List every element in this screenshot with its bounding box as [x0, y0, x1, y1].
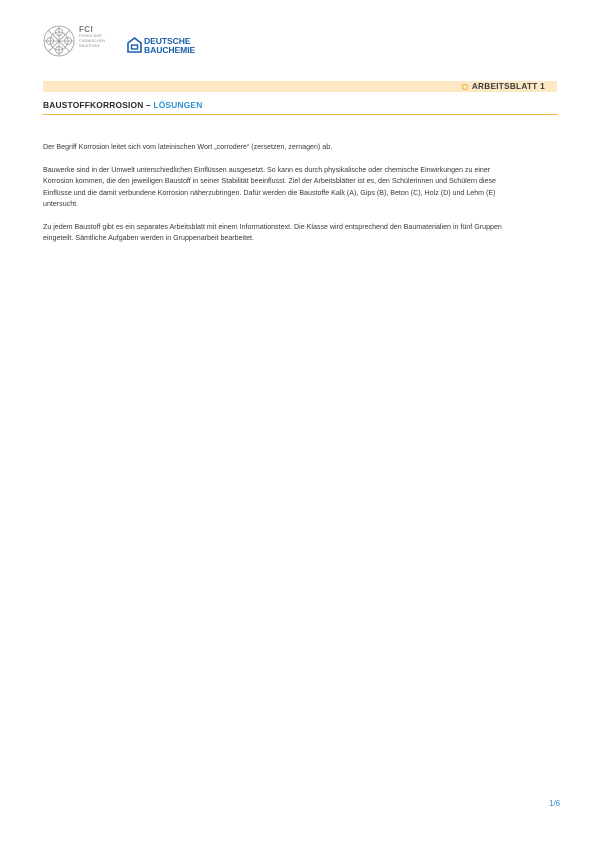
- title-divider: [43, 114, 557, 115]
- bauchemie-wordmark: [144, 37, 195, 54]
- deutsche-bauchemie-logo: [127, 37, 207, 57]
- page-title-accent: LÖSUNGEN: [153, 100, 203, 110]
- worksheet-label-text: ARBEITSBLATT 1: [471, 82, 545, 91]
- page-title-main: BAUSTOFFKORROSION –: [43, 100, 154, 110]
- bauchemie-house-icon: [127, 37, 142, 53]
- paragraph-organisation: Zu jedem Baustoff gibt es ein separates Arbeitsblatt mit einem Informationstext. Die Klasse wird entsprechend den Baumaterialien in fünf Gruppen eingeteilt. Sämtliche Aufgaben werden in Gruppenarbeit bearbeitet.: [43, 222, 502, 242]
- paragraph-intro: Der Begriff Korrosion leitet sich vom lateinischen Wort „corrodere“ (zersetzen, zernagen) ab.: [43, 143, 333, 151]
- body-text: [43, 142, 513, 256]
- ring-bullet-icon: [462, 84, 468, 90]
- fci-text: [79, 25, 105, 49]
- fci-subtitle-line: INDUSTRIE: [79, 44, 101, 48]
- fci-subtitle-line: CHEMISCHEN: [79, 39, 106, 43]
- fci-logo: [42, 24, 132, 60]
- fci-title: FCI: [79, 25, 94, 34]
- worksheet-header-bar: [43, 81, 557, 92]
- page-title: [43, 100, 557, 110]
- bauchemie-line2: BAUCHEMIE: [144, 44, 196, 55]
- page-number: 1/6: [549, 799, 561, 808]
- fci-subtitle-line: FONDS DER: [79, 34, 102, 38]
- bauchemie-line1: DEUTSCHE: [144, 36, 191, 46]
- paragraph-context: Bauwerke sind in der Umwelt unterschiedlichen Einflüssen ausgesetzt. So kann es durch physikalische oder chemische Einwirkungen zu einer Korrosion kommen, die den jeweiligen Baustoff in seiner Stabilität beeinflusst. Ziel der Arbeitsblätter ist es, den Schülerinnen und Schülern diese Einflüsse und die damit verbundene Korrosion näherzubringen. Dafür werden die Baustoffe Kalk (A), Gips (B), Beton (C), Holz (D) und Lehm (E) untersucht.: [43, 165, 496, 208]
- fci-emblem-icon: [42, 24, 76, 58]
- worksheet-label: [462, 81, 545, 92]
